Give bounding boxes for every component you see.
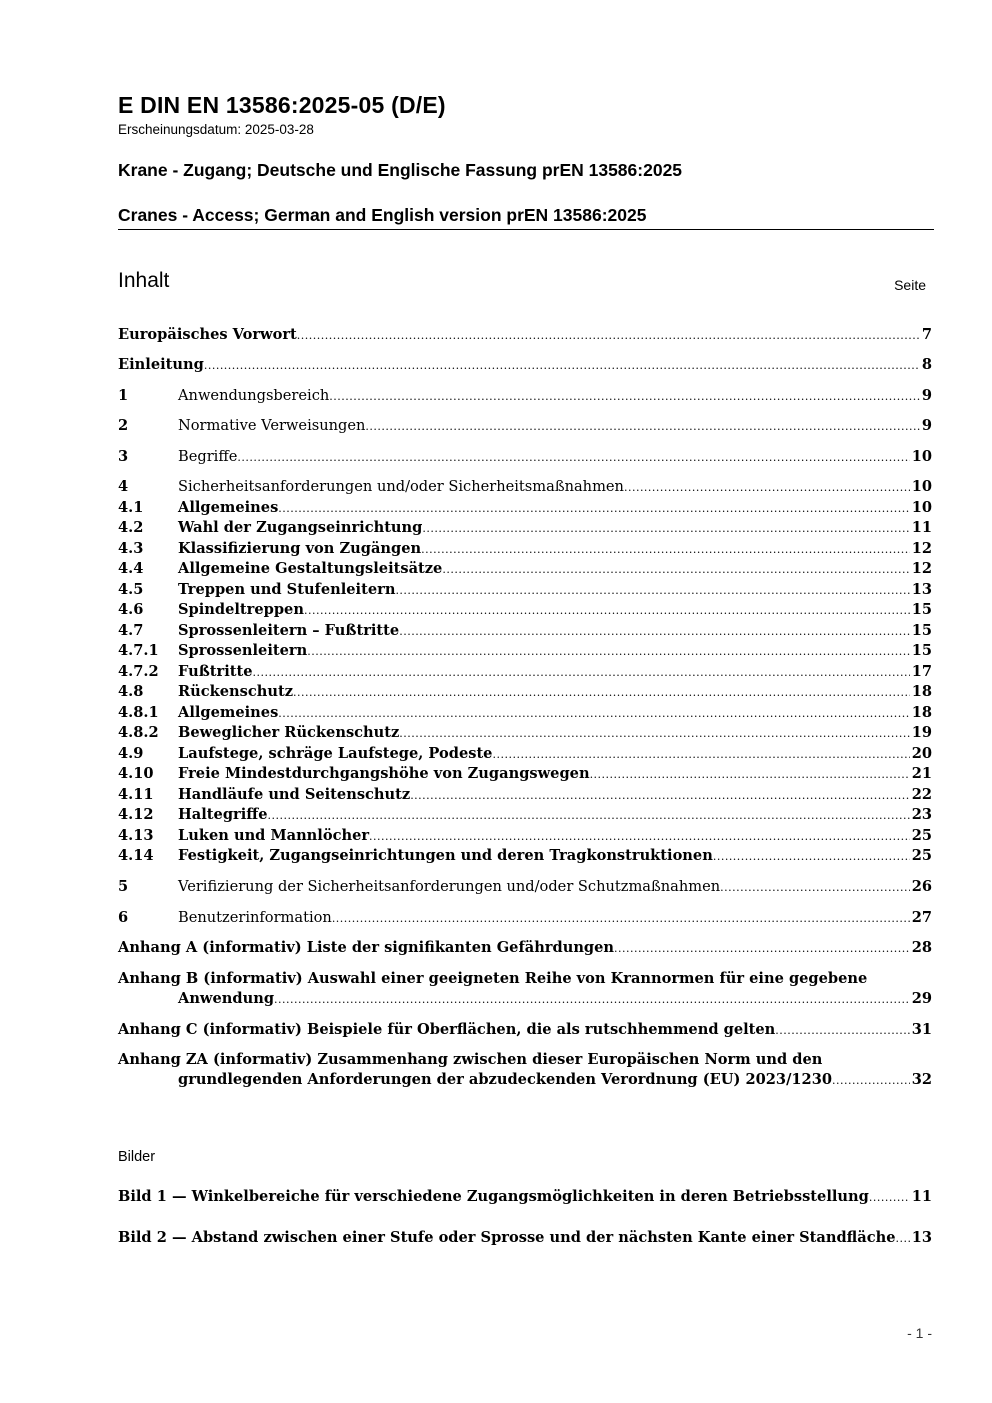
toc-title: Allgemeines [178, 704, 279, 721]
toc-title: Beweglicher Rückenschutz [178, 724, 400, 741]
toc-page: 22 [911, 786, 932, 803]
toc-number: 4 [118, 478, 129, 495]
toc-page: 13 [911, 581, 932, 598]
toc-number: 4.10 [118, 765, 154, 782]
toc-number: 6 [118, 909, 129, 926]
toc-page: 18 [911, 683, 932, 700]
toc-page: 19 [911, 724, 932, 741]
toc-title: Europäisches Vorwort [118, 326, 297, 343]
toc-page: 20 [911, 745, 932, 762]
toc-page: 29 [911, 990, 932, 1007]
toc-number: 4.13 [118, 827, 154, 844]
toc-entry-4-5[interactable] [118, 580, 932, 601]
toc-number: 5 [118, 878, 129, 895]
toc-entry-1[interactable] [118, 386, 932, 407]
toc-entry-4-7[interactable] [118, 621, 932, 642]
toc-entry-2[interactable] [118, 416, 932, 437]
toc-number: 4.8.1 [118, 704, 159, 721]
figures-heading: Bilder [118, 1149, 156, 1165]
toc-number: 4.3 [118, 540, 144, 557]
toc-entry-4-10[interactable] [118, 764, 932, 785]
toc-title: Anhang A (informativ) Liste der signifikanten Gefährdungen [118, 939, 615, 956]
toc-entry-4-2[interactable] [118, 518, 932, 539]
page-column-label: Seite [894, 277, 926, 293]
toc-entry-annex-b[interactable] [118, 969, 932, 1010]
toc-number: 4.8.2 [118, 724, 159, 741]
toc-entry-4-13[interactable] [118, 826, 932, 847]
toc-number: 4.14 [118, 847, 154, 864]
toc-title: Klassifizierung von Zugängen [178, 540, 422, 557]
page-number: - 1 - [907, 1325, 932, 1341]
toc-number: 4.12 [118, 806, 154, 823]
toc-page: 18 [911, 704, 932, 721]
toc-title: Festigkeit, Zugangseinrichtungen und deren Tragkonstruktionen [178, 847, 713, 864]
toc-number: 4.9 [118, 745, 144, 762]
toc-page: 28 [911, 939, 932, 956]
toc-page: 21 [911, 765, 932, 782]
toc-title: Einleitung [118, 356, 204, 373]
toc-title: Normative Verweisungen [178, 417, 366, 434]
toc-page: 7 [921, 326, 932, 343]
toc-entry-4-3[interactable] [118, 539, 932, 560]
toc-title-continuation: grundlegenden Anforderungen der abzudeckenden Verordnung (EU) 2023/1230 [178, 1071, 833, 1088]
toc-title: Spindeltreppen [178, 601, 304, 618]
toc-page: 25 [911, 847, 932, 864]
toc-page: 25 [911, 827, 932, 844]
toc-title: Wahl der Zugangseinrichtung [178, 519, 423, 536]
figure-page: 13 [911, 1229, 932, 1246]
toc-page: 11 [911, 519, 932, 536]
toc-page: 17 [911, 663, 932, 680]
toc-page: 31 [911, 1021, 932, 1038]
toc-entry-4-1[interactable] [118, 498, 932, 519]
toc-page: 23 [911, 806, 932, 823]
toc-entry-4-14[interactable] [118, 846, 932, 867]
toc-page: 10 [911, 448, 932, 465]
toc-title: Luken und Mannlöcher [178, 827, 370, 844]
toc-title: Handläufe und Seitenschutz [178, 786, 411, 803]
toc-number: 4.6 [118, 601, 144, 618]
toc-entry-foreword[interactable] [118, 325, 932, 346]
toc-entry-4-7-1[interactable] [118, 641, 932, 662]
toc-entry-4[interactable] [118, 477, 932, 498]
toc-entry-4-4[interactable] [118, 559, 932, 580]
toc-title: Freie Mindestdurchgangshöhe von Zugangswegen [178, 765, 590, 782]
toc-number: 4.7.2 [118, 663, 159, 680]
toc-entry-annex-za[interactable] [118, 1050, 932, 1091]
toc-number: 4.2 [118, 519, 144, 536]
toc-title: Anhang C (informativ) Beispiele für Oberflächen, die als rutschhemmend gelten [118, 1021, 776, 1038]
toc-entry-annex-a[interactable] [118, 938, 932, 959]
toc-entry-introduction[interactable] [118, 355, 932, 376]
toc-entry-4-8-1[interactable] [118, 703, 932, 724]
toc-entry-4-7-2[interactable] [118, 662, 932, 683]
toc-entry-4-8-2[interactable] [118, 723, 932, 744]
toc-entry-4-12[interactable] [118, 805, 932, 826]
toc-page: 15 [911, 601, 932, 618]
toc-title: Sprossenleitern [178, 642, 308, 659]
toc-number: 3 [118, 448, 129, 465]
toc-title: Anhang B (informativ) Auswahl einer geeigneten Reihe von Krannormen für eine gegebene [118, 970, 868, 987]
toc-page: 12 [911, 560, 932, 577]
toc-entry-3[interactable] [118, 447, 932, 468]
toc-page: 26 [911, 878, 932, 895]
toc-entry-4-9[interactable] [118, 744, 932, 765]
figure-entry-1[interactable] [118, 1187, 932, 1208]
toc-entry-5[interactable] [118, 877, 932, 898]
toc-page: 27 [911, 909, 932, 926]
toc-entry-6[interactable] [118, 908, 932, 929]
figure-title: Bild 1 — Winkelbereiche für verschiedene Zugangsmöglichkeiten in deren Betriebsstellung [118, 1188, 869, 1205]
toc-number: 4.1 [118, 499, 144, 516]
toc-title: Begriffe [178, 448, 238, 465]
toc-entry-4-8[interactable] [118, 682, 932, 703]
toc-title: Fußtritte [178, 663, 253, 680]
toc-entry-4-6[interactable] [118, 600, 932, 621]
toc-page: 32 [911, 1071, 932, 1088]
toc-page: 15 [911, 642, 932, 659]
toc-title: Haltegriffe [178, 806, 268, 823]
toc-title: Sprossenleitern – Fußtritte [178, 622, 400, 639]
toc-number: 4.4 [118, 560, 144, 577]
toc-title: Verifizierung der Sicherheitsanforderungen und/oder Schutzmaßnahmen [178, 878, 721, 895]
toc-number: 4.11 [118, 786, 154, 803]
title-english: Cranes - Access; German and English version prEN 13586:2025 [118, 205, 647, 225]
toc-page: 10 [911, 499, 932, 516]
toc-title: Anhang ZA (informativ) Zusammenhang zwischen dieser Europäischen Norm und den [118, 1051, 823, 1068]
toc-title: Benutzerinformation [178, 909, 332, 926]
toc-page: 8 [921, 356, 932, 373]
toc-title: Rückenschutz [178, 683, 293, 700]
toc-page: 9 [921, 417, 932, 434]
toc-title: Sicherheitsanforderungen und/oder Sicherheitsmaßnahmen [178, 478, 624, 495]
toc-title: Allgemeine Gestaltungsleitsätze [178, 560, 443, 577]
toc-page: 12 [911, 540, 932, 557]
title-german: Krane - Zugang; Deutsche und Englische Fassung prEN 13586:2025 [118, 160, 683, 180]
figure-entry-2[interactable] [118, 1228, 932, 1249]
document-id: E DIN EN 13586:2025-05 (D/E) [118, 92, 446, 118]
header-divider [118, 229, 934, 230]
toc-number: 4.8 [118, 683, 144, 700]
publication-date: Erscheinungsdatum: 2025-03-28 [118, 122, 314, 137]
toc-number: 4.7.1 [118, 642, 159, 659]
toc-title: Laufstege, schräge Laufstege, Podeste [178, 745, 493, 762]
toc-page: 9 [921, 387, 932, 404]
toc-title: Treppen und Stufenleitern [178, 581, 396, 598]
toc-number: 4.7 [118, 622, 144, 639]
toc-title: Allgemeines [178, 499, 279, 516]
toc-page: 15 [911, 622, 932, 639]
figure-page: 11 [911, 1188, 932, 1205]
toc-title: Anwendungsbereich [178, 387, 330, 404]
toc-number: 2 [118, 417, 129, 434]
toc-entry-annex-c[interactable] [118, 1020, 932, 1041]
toc-title-continuation: Anwendung [178, 990, 275, 1007]
contents-heading: Inhalt [118, 269, 170, 292]
toc-page: 10 [911, 478, 932, 495]
toc-number: 1 [118, 387, 129, 404]
toc-entry-4-11[interactable] [118, 785, 932, 806]
figure-title: Bild 2 — Abstand zwischen einer Stufe oder Sprosse und der nächsten Kante einer Standfläche [118, 1229, 896, 1246]
toc-number: 4.5 [118, 581, 144, 598]
